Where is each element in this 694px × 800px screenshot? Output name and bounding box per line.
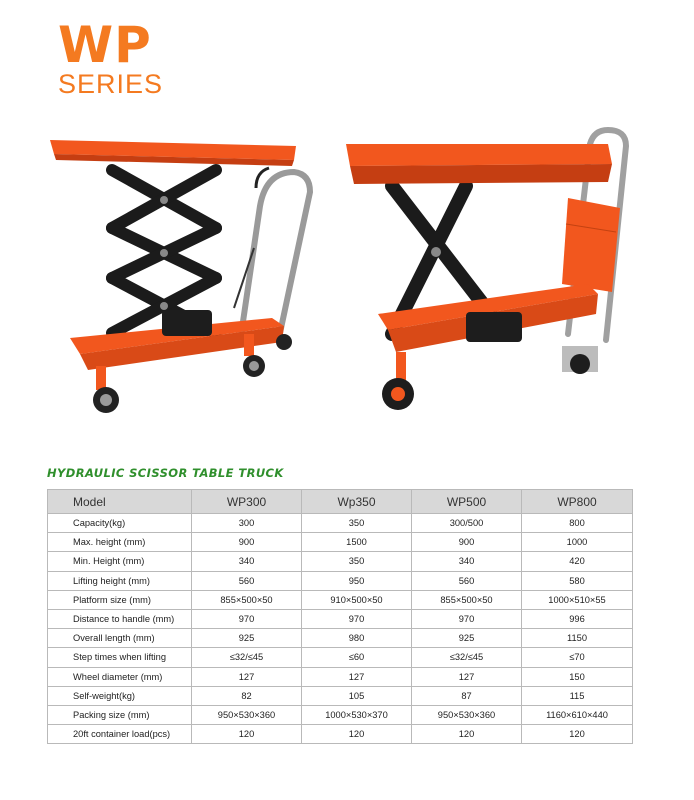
cell-value: 120 <box>192 725 302 744</box>
cell-value: 560 <box>412 571 522 590</box>
row-label: Overall length (mm) <box>48 629 192 648</box>
cell-value: 996 <box>522 609 633 628</box>
cell-value: 120 <box>522 725 633 744</box>
cell-value: 1500 <box>302 533 412 552</box>
row-label: Packing size (mm) <box>48 705 192 724</box>
cell-value: 900 <box>412 533 522 552</box>
cell-value: 340 <box>412 552 522 571</box>
table-row <box>48 533 633 552</box>
cell-value: 120 <box>412 725 522 744</box>
cell-value: 82 <box>192 686 302 705</box>
brand-logo <box>58 16 164 99</box>
row-label: Distance to handle (mm) <box>48 609 192 628</box>
cell-value: 127 <box>192 667 302 686</box>
row-label: Capacity(kg) <box>48 514 192 533</box>
cell-value: 1000×510×55 <box>522 590 633 609</box>
row-label: 20ft container load(pcs) <box>48 725 192 744</box>
cell-value: 910×500×50 <box>302 590 412 609</box>
cell-value: 340 <box>192 552 302 571</box>
cell-value: 87 <box>412 686 522 705</box>
cell-value: 350 <box>302 514 412 533</box>
table-row <box>48 514 633 533</box>
cell-value: 855×500×50 <box>412 590 522 609</box>
table-row <box>48 648 633 667</box>
cell-value: ≤32/≤45 <box>412 648 522 667</box>
cell-value: 300 <box>192 514 302 533</box>
brand-subtitle: SERIES <box>58 69 164 99</box>
cell-value: 580 <box>522 571 633 590</box>
cell-value: 127 <box>302 667 412 686</box>
cell-value: 925 <box>192 629 302 648</box>
table-row <box>48 667 633 686</box>
double-scissor-lift-table-image <box>44 128 334 424</box>
table-row <box>48 686 633 705</box>
spec-table <box>47 489 633 744</box>
header-wp300: WP300 <box>192 490 302 514</box>
header-wp800: WP800 <box>522 490 633 514</box>
brand-title: WP <box>58 16 152 74</box>
cell-value: 970 <box>412 609 522 628</box>
cell-value: 127 <box>412 667 522 686</box>
table-row <box>48 705 633 724</box>
header-wp350: Wp350 <box>302 490 412 514</box>
cell-value: 560 <box>192 571 302 590</box>
cell-value: ≤32/≤45 <box>192 648 302 667</box>
cell-value: 950×530×360 <box>412 705 522 724</box>
cell-value: 950×530×360 <box>192 705 302 724</box>
row-label: Max. height (mm) <box>48 533 192 552</box>
row-label: Wheel diameter (mm) <box>48 667 192 686</box>
cell-value: 950 <box>302 571 412 590</box>
row-label: Self-weight(kg) <box>48 686 192 705</box>
cell-value: 120 <box>302 725 412 744</box>
cell-value: 350 <box>302 552 412 571</box>
cell-value: 300/500 <box>412 514 522 533</box>
cell-value: 970 <box>302 609 412 628</box>
cell-value: 855×500×50 <box>192 590 302 609</box>
cell-value: 1000×530×370 <box>302 705 412 724</box>
cell-value: 420 <box>522 552 633 571</box>
cell-value: 980 <box>302 629 412 648</box>
cell-value: ≤60 <box>302 648 412 667</box>
header-model: Model <box>48 490 192 514</box>
single-scissor-lift-table-image <box>336 124 648 420</box>
cell-value: 1150 <box>522 629 633 648</box>
table-row <box>48 590 633 609</box>
cell-value: 800 <box>522 514 633 533</box>
table-header-row <box>48 490 633 514</box>
cell-value: 1160×610×440 <box>522 705 633 724</box>
cell-value: 105 <box>302 686 412 705</box>
cell-value: 900 <box>192 533 302 552</box>
section-title: HYDRAULIC SCISSOR TABLE TRUCK <box>47 466 284 480</box>
table-row <box>48 629 633 648</box>
header-wp500: WP500 <box>412 490 522 514</box>
cell-value: 150 <box>522 667 633 686</box>
table-row <box>48 571 633 590</box>
row-label: Step times when lifting <box>48 648 192 667</box>
table-row <box>48 552 633 571</box>
table-row <box>48 609 633 628</box>
table-row <box>48 725 633 744</box>
row-label: Platform size (mm) <box>48 590 192 609</box>
cell-value: ≤70 <box>522 648 633 667</box>
row-label: Min. Height (mm) <box>48 552 192 571</box>
cell-value: 1000 <box>522 533 633 552</box>
cell-value: 970 <box>192 609 302 628</box>
cell-value: 925 <box>412 629 522 648</box>
cell-value: 115 <box>522 686 633 705</box>
row-label: Lifting height (mm) <box>48 571 192 590</box>
